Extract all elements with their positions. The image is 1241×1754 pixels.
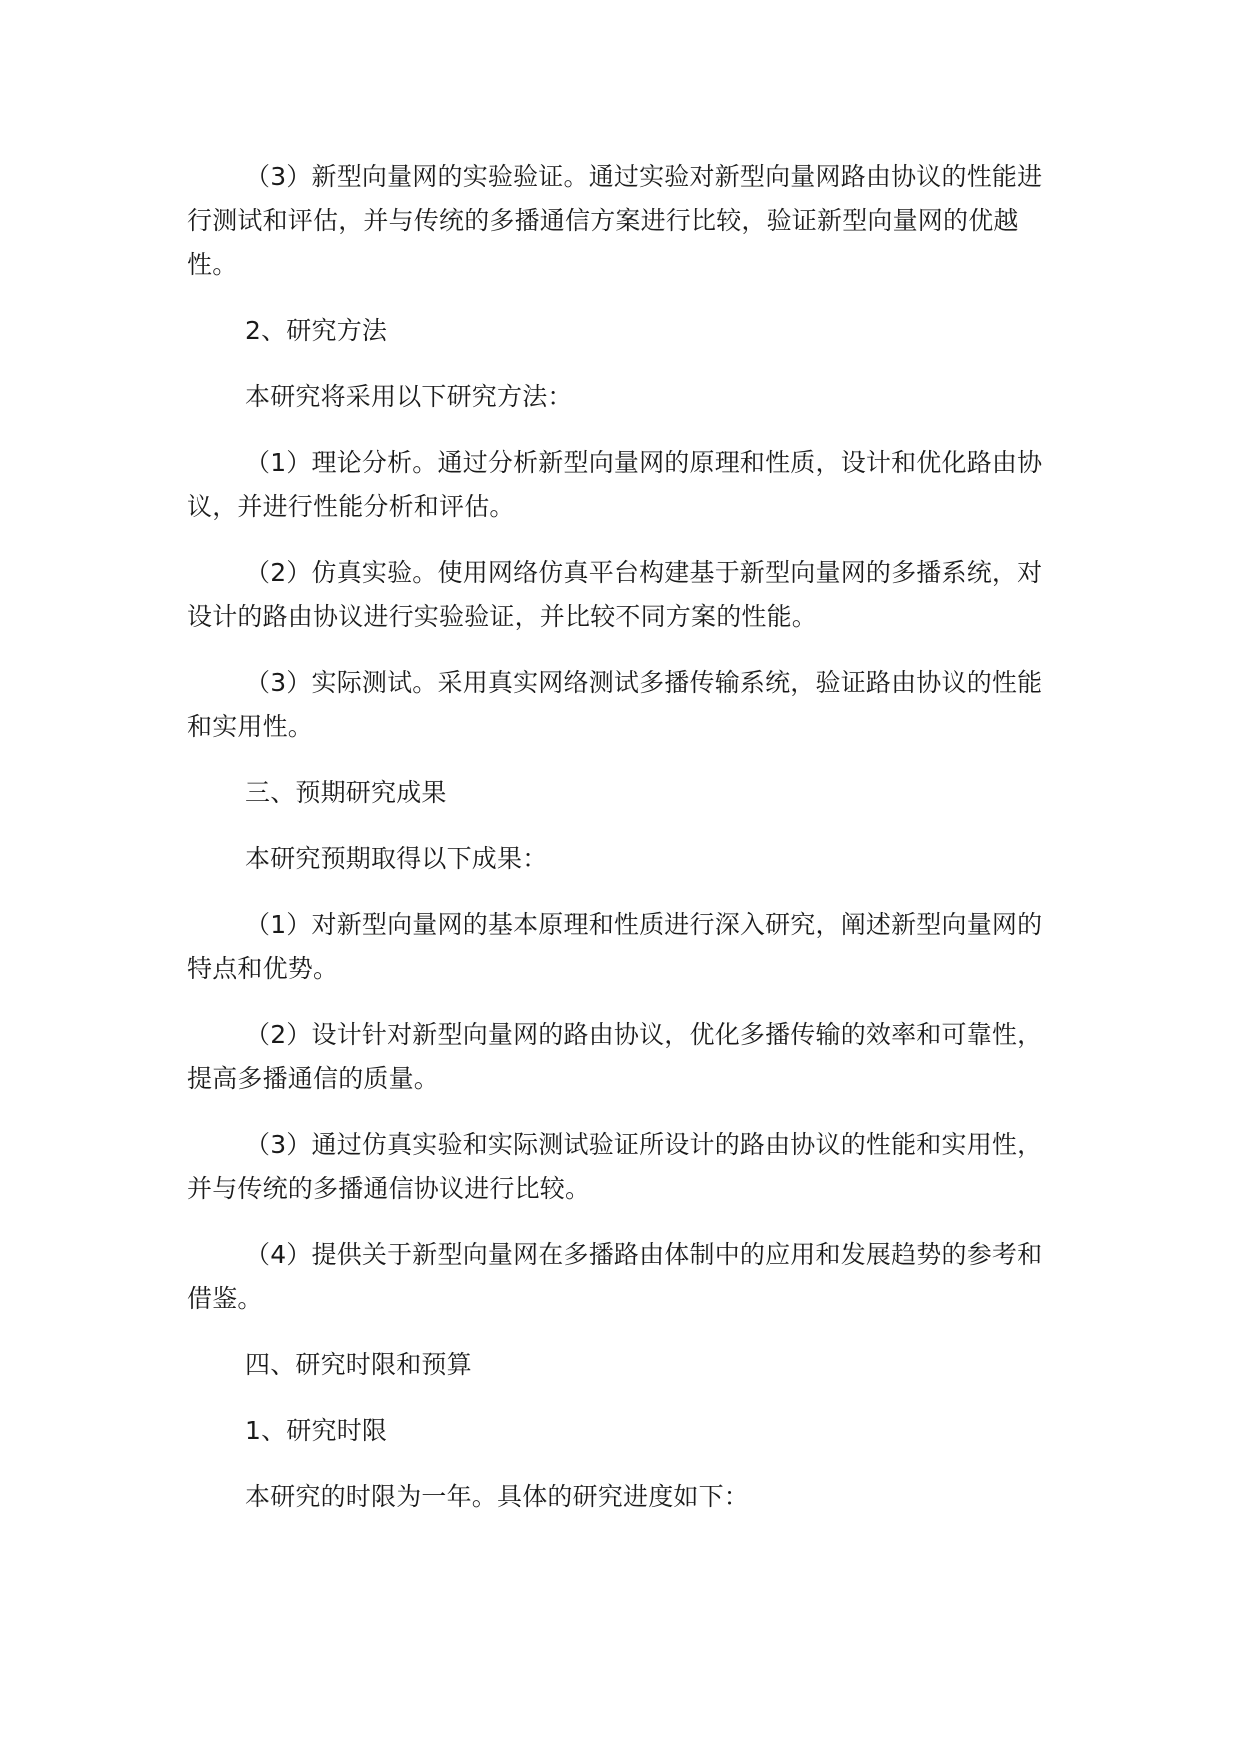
heading-expected-results: 三、预期研究成果 xyxy=(245,778,447,807)
paragraph-result-2: （2）设计针对新型向量网的路由协议，优化多播传输的效率和可靠性，提高多播通信的质量。 xyxy=(187,1020,1043,1093)
document-body xyxy=(187,155,1067,1541)
paragraph-result-4: （4）提供关于新型向量网在多播路由体制中的应用和发展趋势的参考和借鉴。 xyxy=(187,1240,1043,1313)
paragraph-simulation: （2）仿真实验。使用网络仿真平台构建基于新型向量网的多播系统，对设计的路由协议进行实验验证，并比较不同方案的性能。 xyxy=(187,558,1043,631)
paragraph-actual-testing: （3）实际测试。采用真实网络测试多播传输系统，验证路由协议的性能和实用性。 xyxy=(187,668,1043,741)
heading-time-budget: 四、研究时限和预算 xyxy=(245,1350,472,1379)
paragraph-results-intro: 本研究预期取得以下成果： xyxy=(245,844,548,873)
paragraph-result-3: （3）通过仿真实验和实际测试验证所设计的路由协议的性能和实用性，并与传统的多播通信协议进行比较。 xyxy=(187,1130,1043,1203)
heading-time-limit: 1、研究时限 xyxy=(245,1416,388,1445)
paragraph-theoretical-analysis: （1）理论分析。通过分析新型向量网的原理和性质，设计和优化路由协议，并进行性能分析和评估。 xyxy=(187,448,1043,521)
paragraph-experiment-verification: （3）新型向量网的实验验证。通过实验对新型向量网路由协议的性能进行测试和评估，并与传统的多播通信方案进行比较，验证新型向量网的优越性。 xyxy=(187,162,1043,279)
paragraph-time-limit: 本研究的时限为一年。具体的研究进度如下： xyxy=(245,1482,750,1511)
heading-research-methods: 2、研究方法 xyxy=(245,316,388,345)
paragraph-methods-intro: 本研究将采用以下研究方法： xyxy=(245,382,573,411)
paragraph-result-1: （1）对新型向量网的基本原理和性质进行深入研究，阐述新型向量网的特点和优势。 xyxy=(187,910,1043,983)
